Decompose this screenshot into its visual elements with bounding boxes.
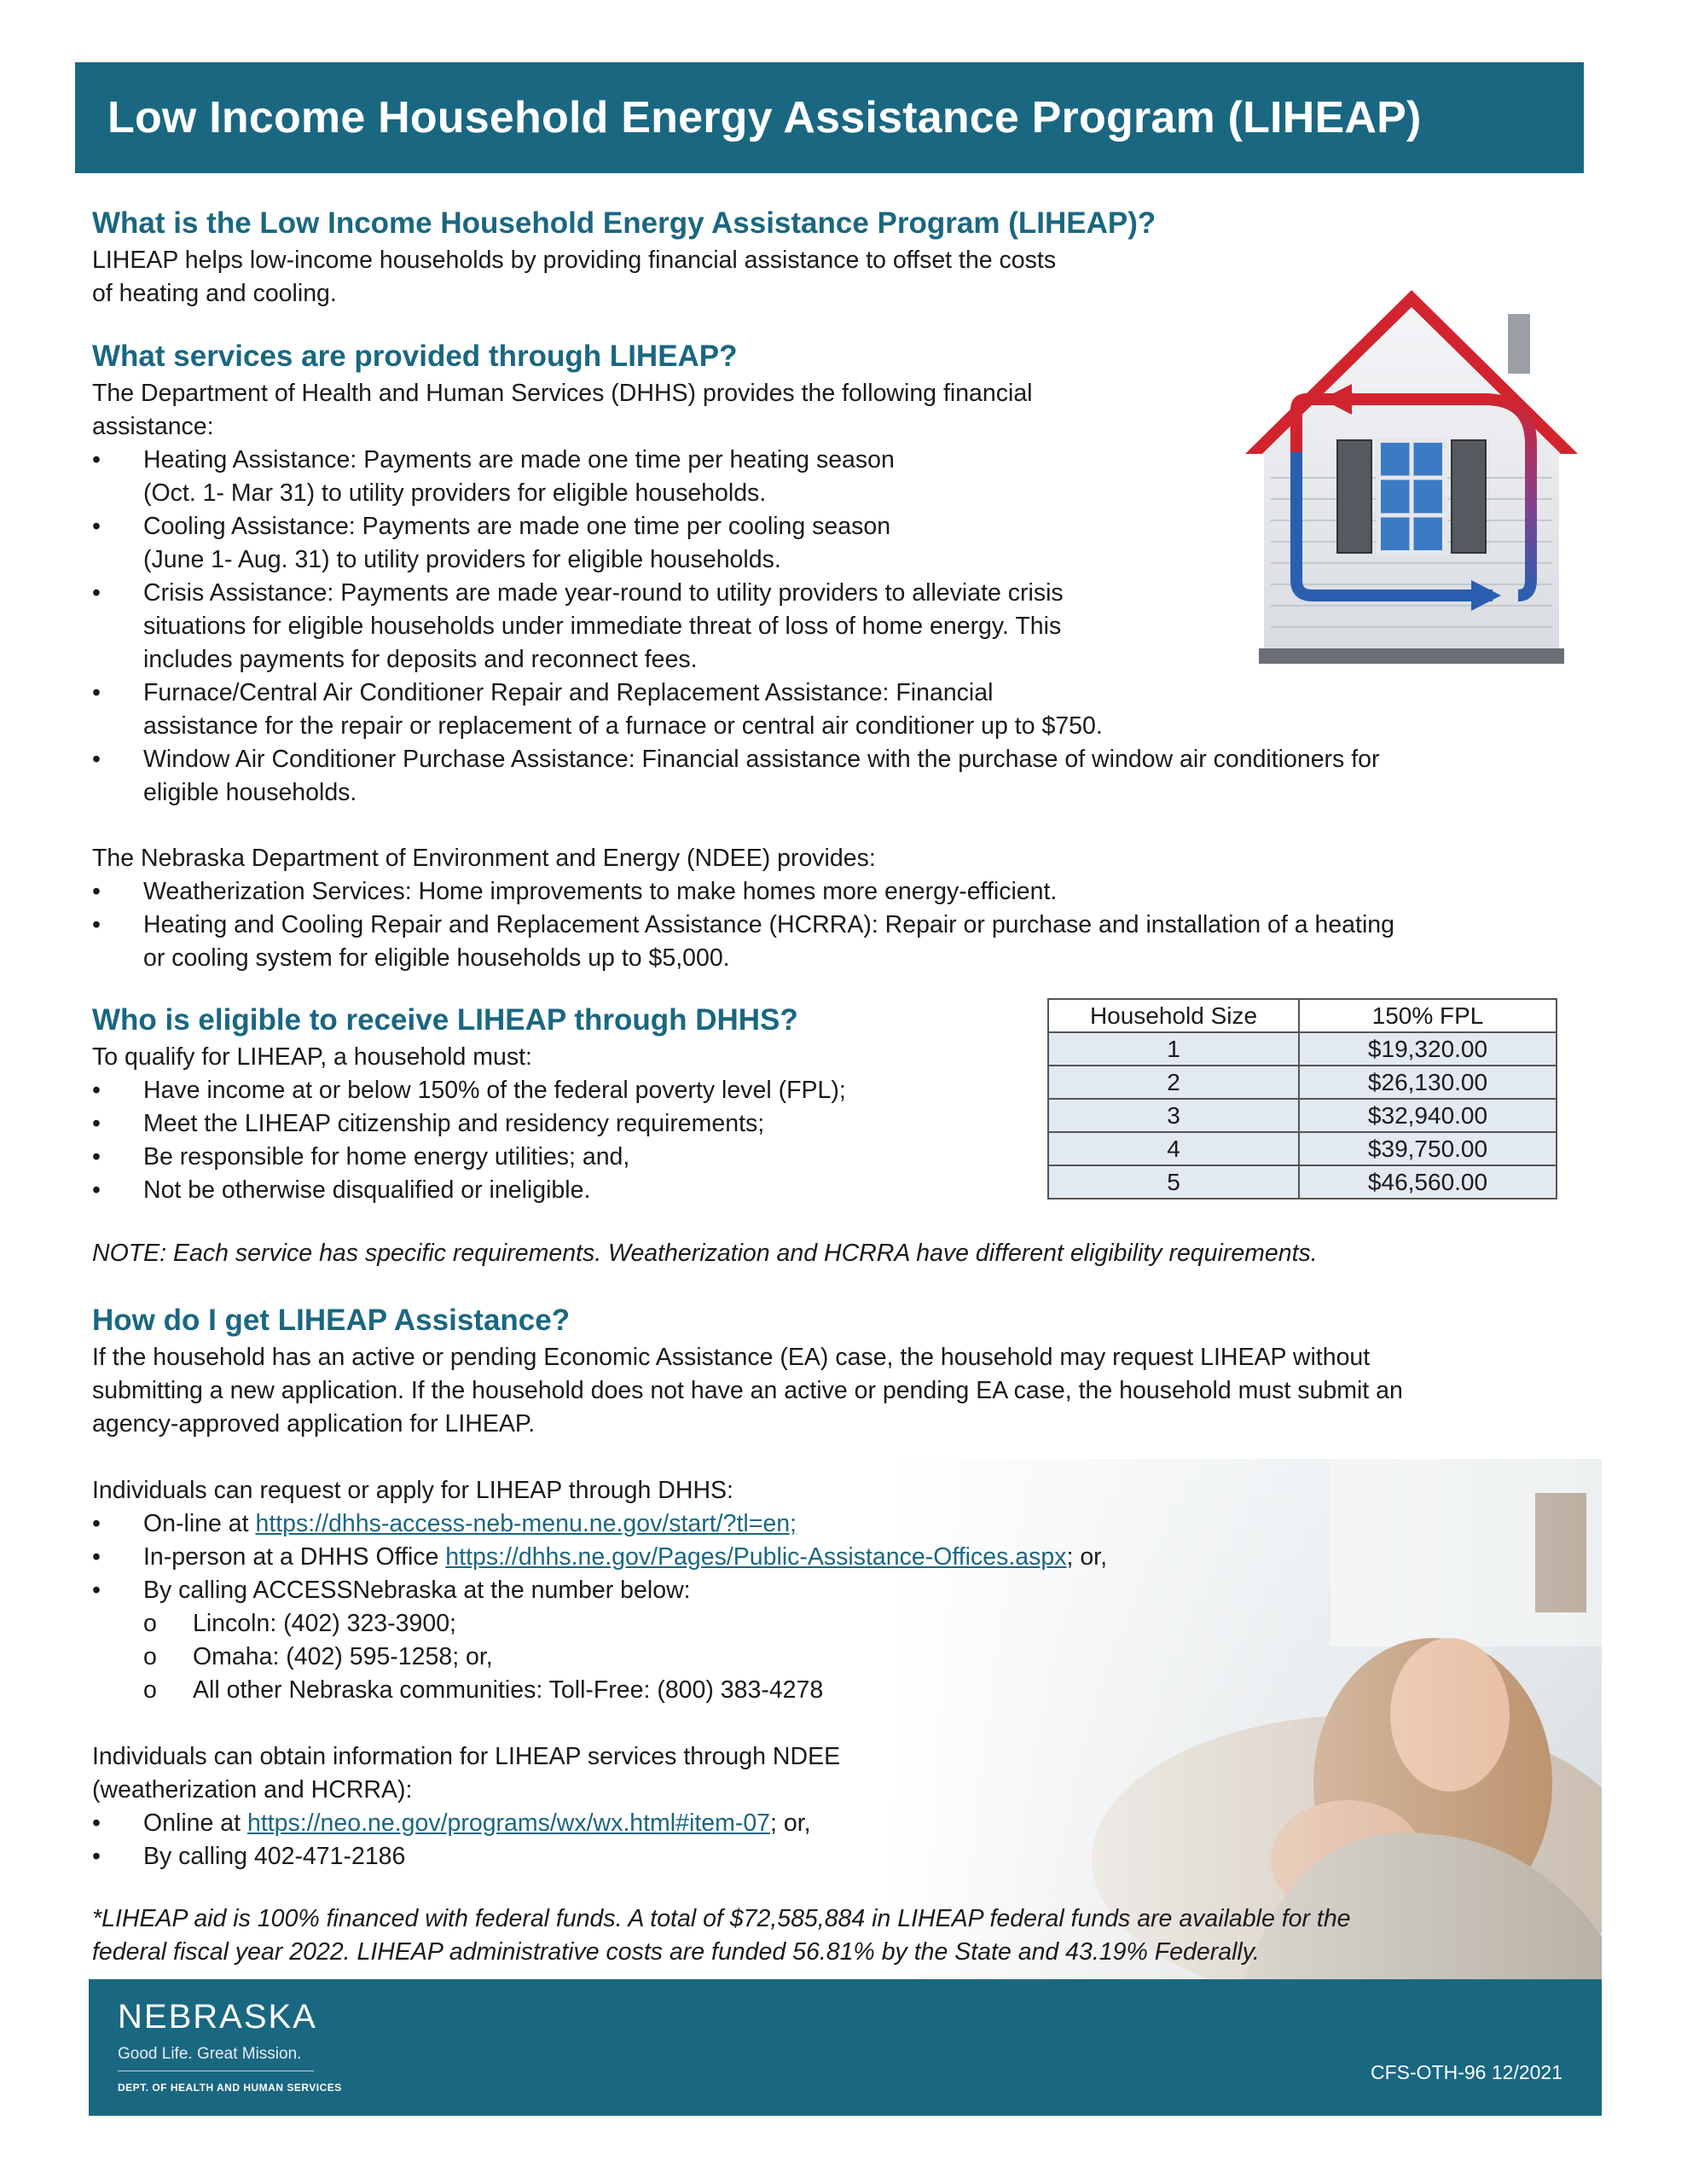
- footnote-line: *LIHEAP aid is 100% financed with federal funds. A total of $72,585,884 in LIHEAP federal funds are available for the: [92, 1905, 1351, 1932]
- title-banner: [75, 62, 1584, 173]
- eligibility-list: [92, 1074, 1030, 1207]
- dhhs-offices-link[interactable]: https://dhhs.ne.gov/Pages/Public-Assistance-Offices.aspx: [445, 1543, 1067, 1571]
- note-block: [92, 1237, 1593, 1270]
- list-item: o Omaha: (402) 595-1258; or,: [143, 1643, 493, 1670]
- list-item: o All other Nebraska communities: Toll-Free: (800) 383-4278: [143, 1676, 824, 1704]
- ndee-info-line: Individuals can obtain information for LIHEAP services through NDEE: [92, 1743, 841, 1770]
- form-code: CFS-OTH-96 12/2021: [1371, 2061, 1562, 2083]
- ndee-intro: The Nebraska Department of Environment and Energy (NDEE) provides:: [92, 845, 876, 872]
- list-item: • Weatherization Services: Home improvements to make homes more energy-efficient.: [92, 878, 1058, 905]
- list-item: • By calling ACCESSNebraska at the number below:: [92, 1577, 691, 1604]
- how-body-line: If the household has an active or pending Economic Assistance (EA) case, the household may request LIHEAP without: [92, 1344, 1371, 1371]
- list-item: • Meet the LIHEAP citizenship and residency requirements;: [92, 1110, 765, 1137]
- column-header: Household Size: [1048, 999, 1299, 1032]
- how-heading: How do I get LIHEAP Assistance?: [92, 1304, 571, 1337]
- dhhs-intro: Individuals can request or apply for LIHEAP through DHHS:: [92, 1477, 733, 1504]
- table-cell: 3: [1048, 1099, 1299, 1132]
- eligibility-heading: Who is eligible to receive LIHEAP through DHHS?: [92, 1003, 798, 1037]
- table-cell: $46,560.00: [1299, 1165, 1557, 1199]
- how-body-line: submitting a new application. If the household does not have an active or pending EA case, the household must submit an: [92, 1377, 1403, 1404]
- dhhs-online-link[interactable]: https://dhhs-access-neb-menu.ne.gov/start/?tl=en;: [255, 1510, 797, 1537]
- list-item: • Heating Assistance: Payments are made one time per heating season (Oct. 1- Mar 31) to utility providers for eligible households.: [92, 446, 895, 507]
- ndee-list: [92, 875, 1593, 975]
- how-section: [92, 1302, 1610, 1873]
- nebraska-logo: [118, 1998, 342, 2094]
- column-header: 150% FPL: [1299, 999, 1557, 1032]
- list-item: • In-person at a DHHS Office https://dhhs.ne.gov/Pages/Public-Assistance-Offices.aspx; or,: [92, 1543, 1108, 1571]
- footnote: [92, 1902, 1602, 1969]
- logo-tagline: Good Life. Great Mission.: [118, 2045, 302, 2063]
- fpl-table: [1047, 998, 1557, 1199]
- table-cell: 2: [1048, 1066, 1299, 1099]
- table-cell: 4: [1048, 1132, 1299, 1165]
- footer-bar: [89, 1979, 1602, 2116]
- list-item: • By calling 402-471-2186: [92, 1843, 406, 1870]
- list-item: • Cooling Assistance: Payments are made one time per cooling season (June 1- Aug. 31) to utility providers for eligible households.: [92, 513, 891, 573]
- list-item: • Be responsible for home energy utilities; and,: [92, 1143, 630, 1170]
- table-row: [1048, 1032, 1557, 1066]
- services-heading: What services are provided through LIHEAP?: [92, 340, 738, 373]
- house-illustration: [1211, 273, 1612, 674]
- ndee-contact-list: [92, 1807, 1610, 1873]
- list-item: • Furnace/Central Air Conditioner Repair and Replacement Assistance: Financial assistance for the repair or replacement of a furnace or central air conditioner up to $750.: [92, 679, 1103, 740]
- page-title: Low Income Household Energy Assistance Program (LIHEAP): [107, 93, 1422, 142]
- table-row: [1048, 1066, 1557, 1099]
- table-cell: $19,320.00: [1299, 1032, 1557, 1066]
- logo-dept: DEPT. OF HEALTH AND HUMAN SERVICES: [118, 2082, 342, 2094]
- list-item: • Not be otherwise disqualified or ineligible.: [92, 1176, 591, 1204]
- table-cell: 5: [1048, 1165, 1299, 1199]
- list-item: • Window Air Conditioner Purchase Assistance: Financial assistance with the purchase of window air conditioners for eligible households.: [92, 746, 1380, 806]
- table-row: [1048, 1099, 1557, 1132]
- phone-list: [92, 1607, 1610, 1707]
- table-cell: $32,940.00: [1299, 1099, 1557, 1132]
- eligibility-section: [92, 1002, 1030, 1207]
- eligibility-intro: To qualify for LIHEAP, a household must:: [92, 1043, 532, 1071]
- what-section: [92, 205, 1201, 311]
- list-item: • Have income at or below 150% of the federal poverty level (FPL);: [92, 1077, 846, 1104]
- table-cell: $39,750.00: [1299, 1132, 1557, 1165]
- list-item: o Lincoln: (402) 323-3900;: [143, 1610, 456, 1637]
- services-intro-line: The Department of Health and Human Services (DHHS) provides the following financial: [92, 380, 1033, 407]
- what-body-line: LIHEAP helps low-income households by providing financial assistance to offset the costs: [92, 247, 1057, 274]
- ndee-online-link[interactable]: https://neo.ne.gov/programs/wx/wx.html#item-07: [247, 1809, 771, 1837]
- dhhs-list: [92, 1507, 1610, 1607]
- how-body-line: agency-approved application for LIHEAP.: [92, 1410, 536, 1438]
- table-header-row: [1048, 999, 1557, 1032]
- table-row: [1048, 1132, 1557, 1165]
- footnote-line: federal fiscal year 2022. LIHEAP administrative costs are funded 56.81% by the State and 43.19% Federally.: [92, 1938, 1260, 1966]
- table-cell: $26,130.00: [1299, 1066, 1557, 1099]
- services-intro-line: assistance:: [92, 413, 214, 440]
- list-item: • Online at https://neo.ne.gov/programs/wx/wx.html#item-07; or,: [92, 1809, 811, 1837]
- list-item: • Crisis Assistance: Payments are made year-round to utility providers to alleviate crisis situations for eligible households under immediate threat of loss of home energy. This includes payments for deposits and reconnect fees.: [92, 579, 1064, 673]
- logo-wordmark: NEBRASKA: [118, 1998, 317, 2036]
- list-item: • Heating and Cooling Repair and Replacement Assistance (HCRRA): Repair or purchase and installation of a heating or cooling system for eligible households up to $5,000.: [92, 911, 1394, 972]
- what-heading: What is the Low Income Household Energy Assistance Program (LIHEAP)?: [92, 206, 1157, 240]
- what-body-line: of heating and cooling.: [92, 280, 337, 307]
- table-cell: 1: [1048, 1032, 1299, 1066]
- ndee-info-line: (weatherization and HCRRA):: [92, 1776, 413, 1804]
- table-row: [1048, 1165, 1557, 1199]
- eligibility-note: NOTE: Each service has specific requirements. Weatherization and HCRRA have different eligibility requirements.: [92, 1240, 1318, 1267]
- list-item: • On-line at https://dhhs-access-neb-menu.ne.gov/start/?tl=en;: [92, 1510, 797, 1537]
